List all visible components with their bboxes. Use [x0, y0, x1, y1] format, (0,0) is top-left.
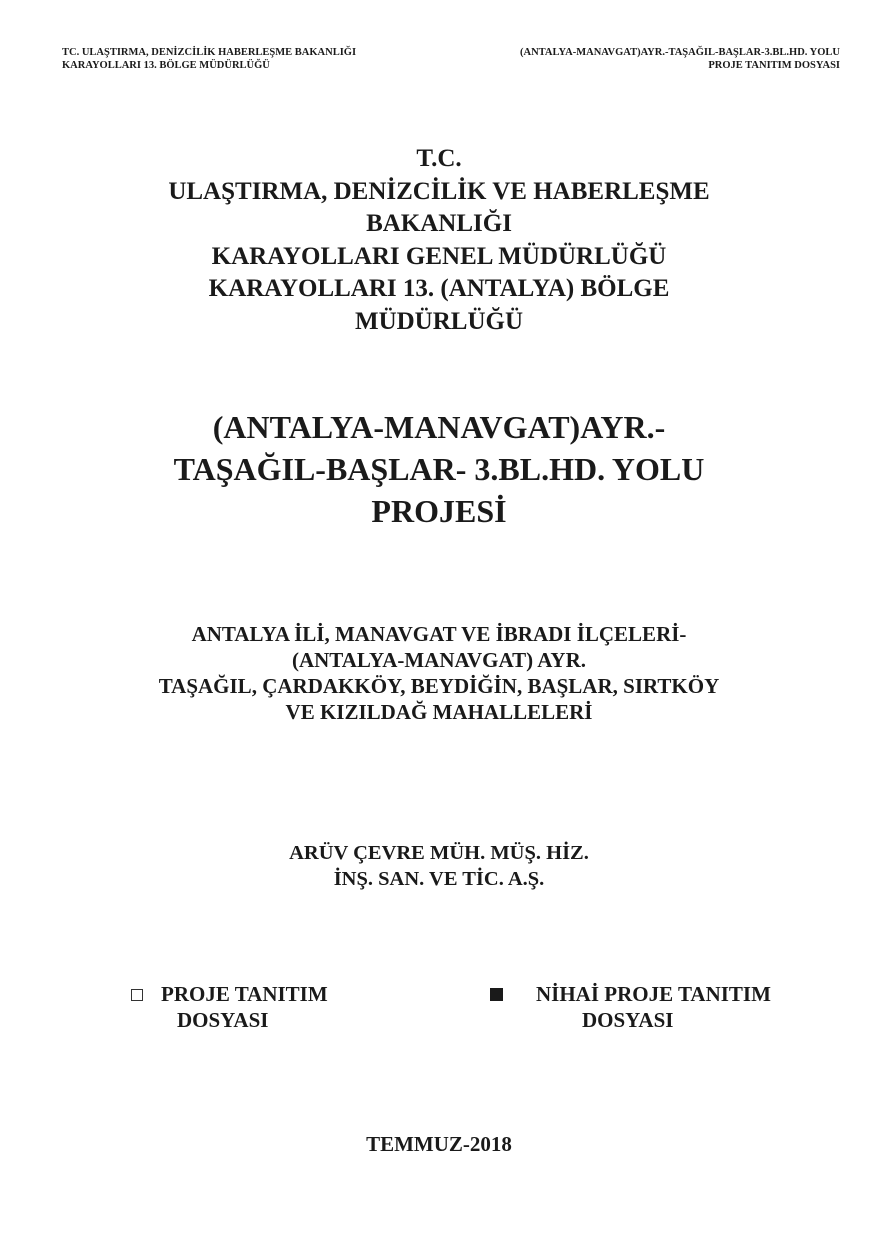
document-date: TEMMUZ-2018 — [366, 1132, 512, 1156]
empty-checkbox-icon — [131, 989, 143, 1001]
location-line-1: ANTALYA İLİ, MANAVGAT VE İBRADI İLÇELERİ- — [191, 622, 687, 646]
company-line-1: ARÜV ÇEVRE MÜH. MÜŞ. HİZ. — [289, 842, 589, 864]
running-header-left — [62, 46, 356, 72]
ministry-line-6: MÜDÜRLÜĞÜ — [354, 307, 524, 335]
project-title-line-1: (ANTALYA-MANAVGAT)AYR.- — [212, 409, 666, 445]
location-line-2: (ANTALYA-MANAVGAT) AYR. — [291, 648, 587, 672]
project-title-line-2: TAŞAĞIL-BAŞLAR- 3.BL.HD. YOLU — [173, 451, 705, 487]
ministry-line-1: T.C. — [416, 145, 462, 172]
option-left-line-1: PROJE TANITIM — [161, 982, 328, 1006]
ministry-line-2: ULAŞTIRMA, DENİZCİLİK VE HABERLEŞME — [168, 177, 710, 205]
location-line-3: TAŞAĞIL, ÇARDAKKÖY, BEYDİĞİN, BAŞLAR, SIRTKÖY — [158, 674, 720, 698]
option-left-line-2: DOSYASI — [177, 1008, 269, 1032]
ministry-line-3: BAKANLIĞI — [366, 210, 512, 237]
project-title-line-3: PROJESİ — [371, 493, 507, 529]
header-left-line-1: TC. ULAŞTIRMA, DENİZCİLİK HABERLEŞME BAKANLIĞI — [62, 47, 357, 58]
ministry-heading — [0, 143, 878, 338]
option-right-line-1: NİHAİ PROJE TANITIM — [536, 982, 771, 1006]
company-name — [0, 840, 878, 892]
ministry-line-5: KARAYOLLARI 13. (ANTALYA) BÖLGE — [208, 275, 670, 302]
filled-checkbox-icon — [490, 988, 503, 1001]
header-right-line-1: (ANTALYA-MANAVGAT)AYR.-TAŞAĞIL-BAŞLAR-3.BL.HD. YOLU — [520, 47, 840, 58]
header-right-line-2: PROJE TANITIM DOSYASI — [708, 60, 840, 71]
location-line-4: VE KIZILDAĞ MAHALLELERİ — [285, 700, 593, 724]
project-title — [0, 406, 878, 532]
option-project-intro-file — [131, 981, 328, 1033]
company-line-2: İNŞ. SAN. VE TİC. A.Ş. — [333, 868, 545, 890]
running-header-right — [520, 46, 840, 72]
header-left-line-2: KARAYOLLARI 13. BÖLGE MÜDÜRLÜĞÜ — [62, 60, 270, 71]
option-right-line-2: DOSYASI — [582, 1008, 674, 1032]
project-location — [0, 621, 878, 725]
option-final-project-intro-file — [490, 981, 771, 1033]
ministry-line-4: KARAYOLLARI GENEL MÜDÜRLÜĞÜ — [211, 242, 667, 270]
